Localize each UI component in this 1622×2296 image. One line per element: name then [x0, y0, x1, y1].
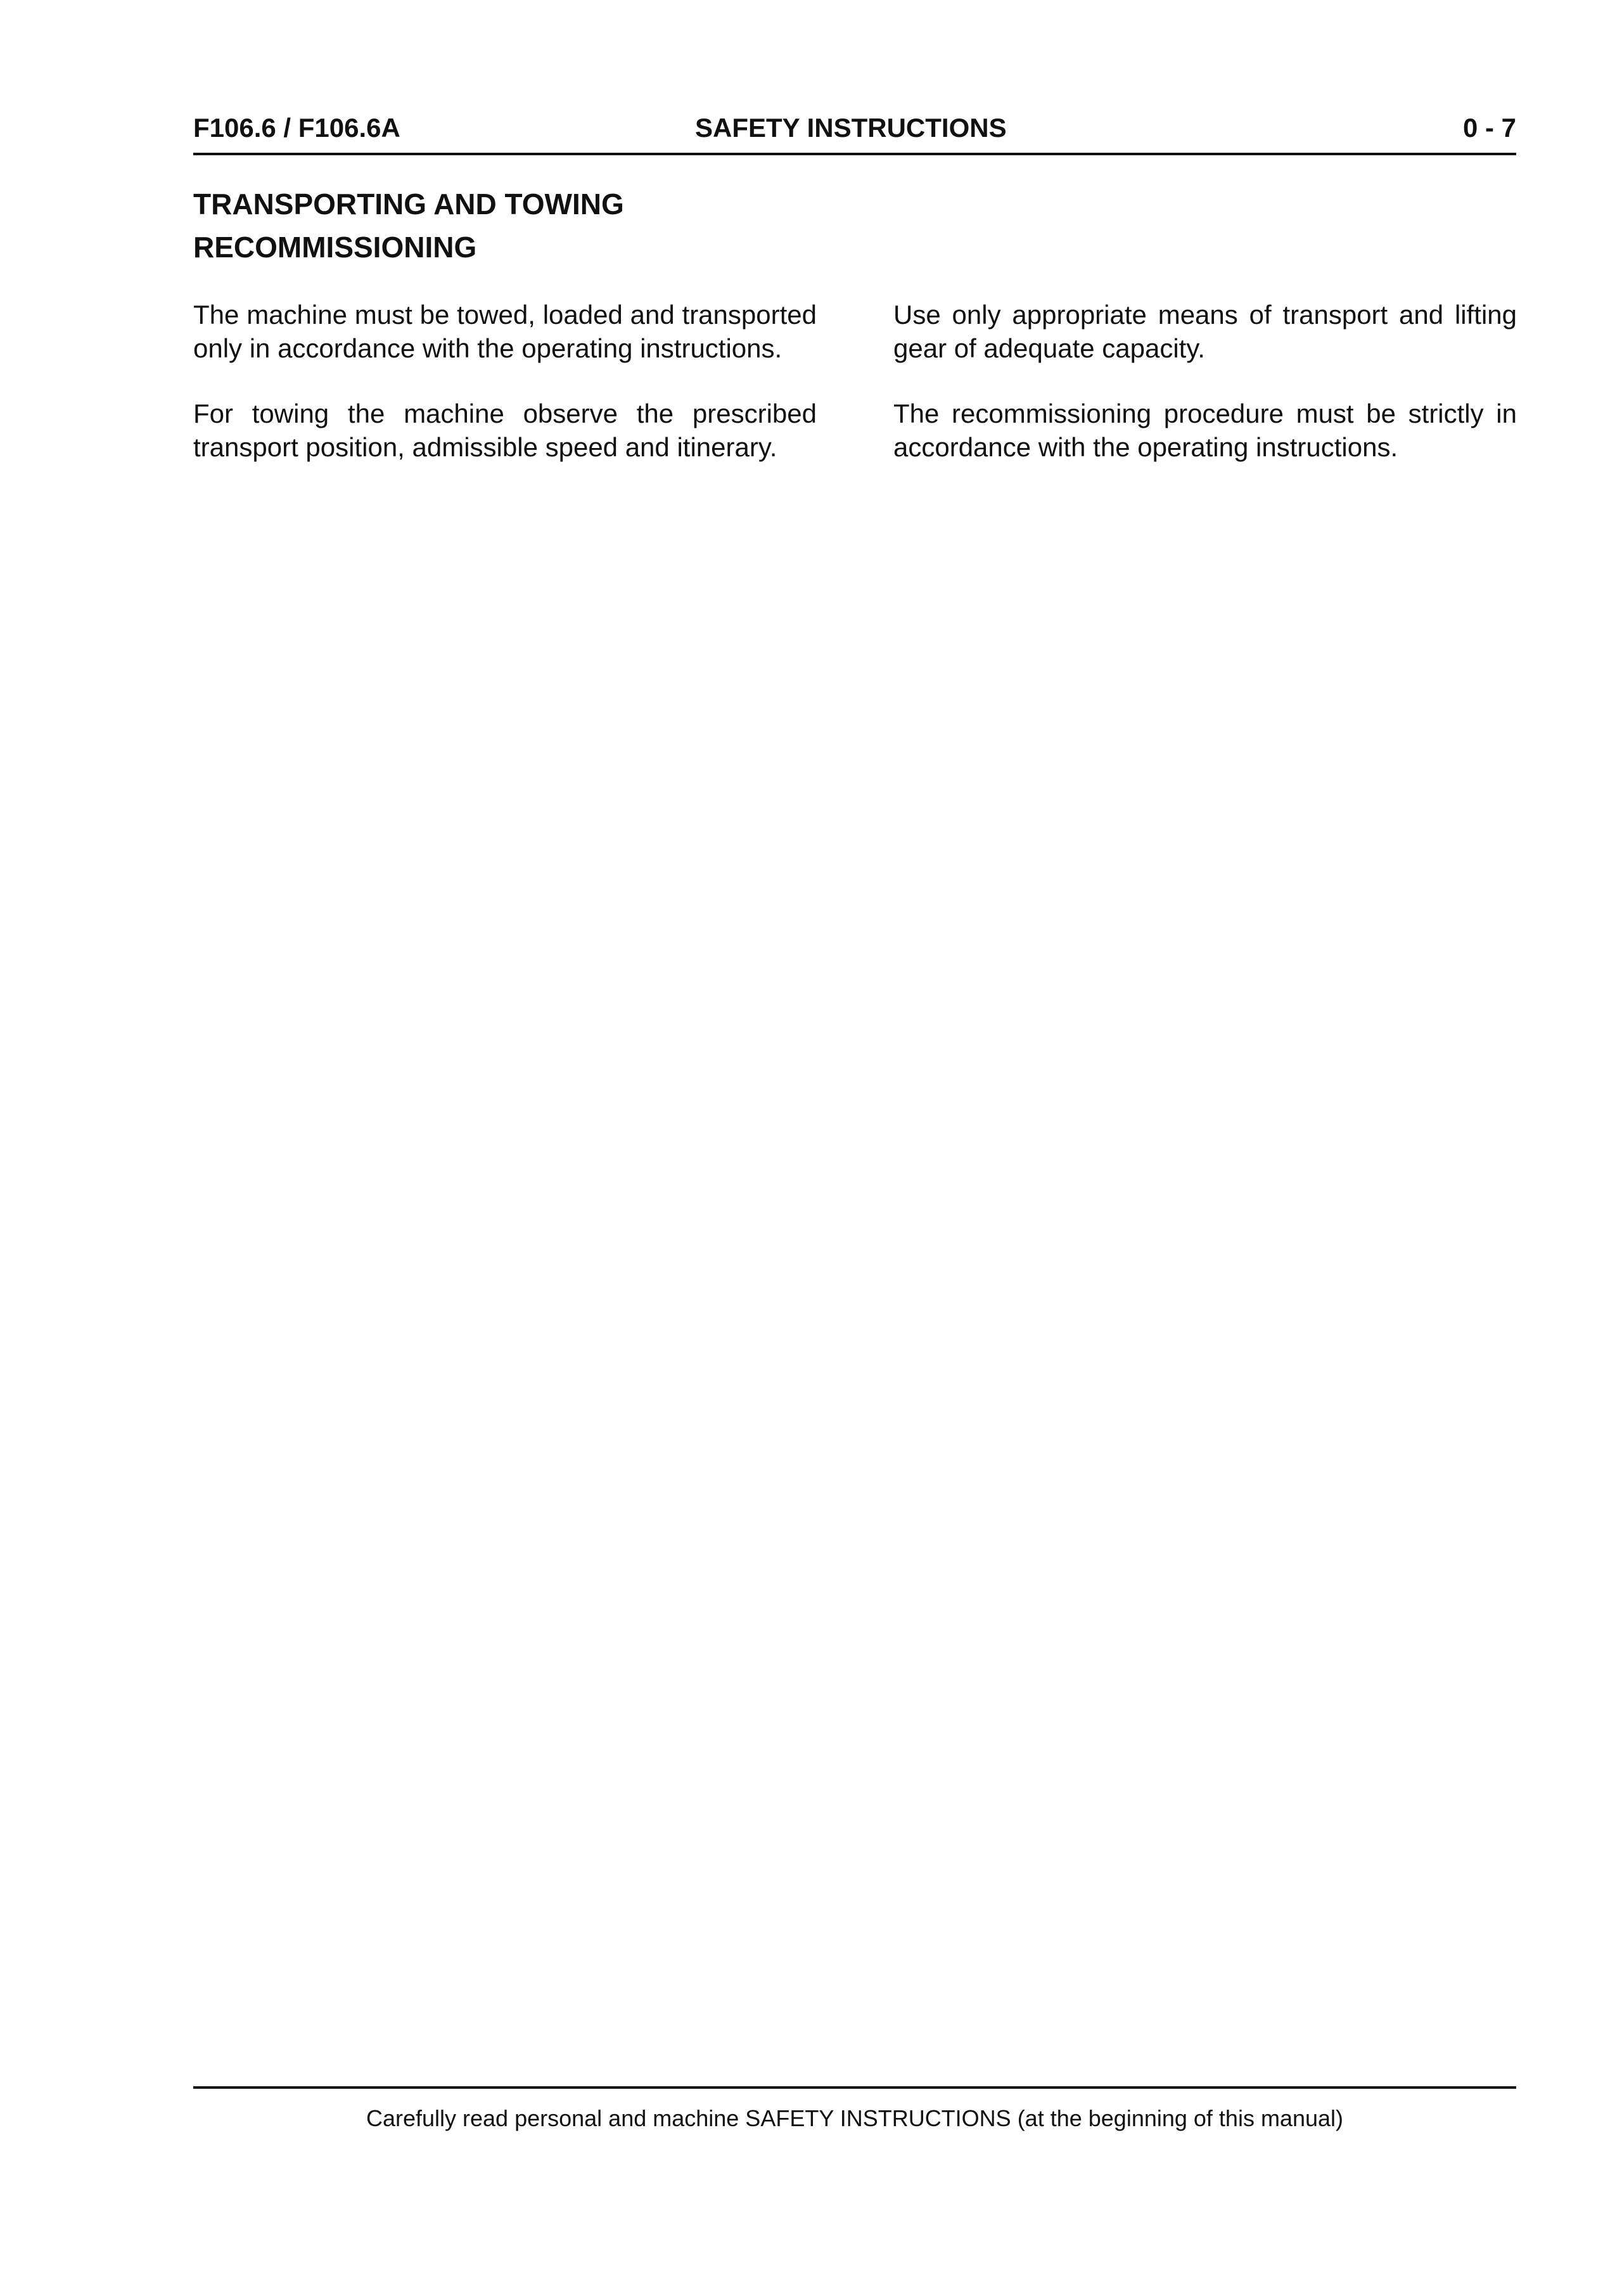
page-header — [193, 113, 1516, 148]
header-model: F106.6 / F106.6A — [193, 113, 400, 143]
footer-divider — [193, 2086, 1516, 2089]
heading-transporting-towing: TRANSPORTING AND TOWING — [193, 188, 624, 221]
paragraph-recommissioning-procedure: The recommissioning procedure must be strictly in accordance with the operating instructions. — [893, 399, 1517, 462]
footer-note: Carefully read personal and machine SAFETY INSTRUCTIONS (at the beginning of this manual) — [366, 2105, 1344, 2131]
header-section-title: SAFETY INSTRUCTIONS — [695, 113, 1007, 143]
paragraph-towing-position: For towing the machine observe the prescribed transport position, admissible speed and itinerary. — [193, 399, 817, 462]
heading-recommissioning: RECOMMISSIONING — [193, 231, 477, 264]
header-divider — [193, 153, 1516, 155]
right-column — [893, 298, 1517, 496]
paragraph-transport-means: Use only appropriate means of transport and lifting gear of adequate capacity. — [893, 300, 1517, 363]
left-column — [193, 298, 817, 496]
header-page-number: 0 - 7 — [1462, 113, 1516, 143]
paragraph-towing-loading: The machine must be towed, loaded and transported only in accordance with the operating instructions. — [193, 300, 817, 363]
